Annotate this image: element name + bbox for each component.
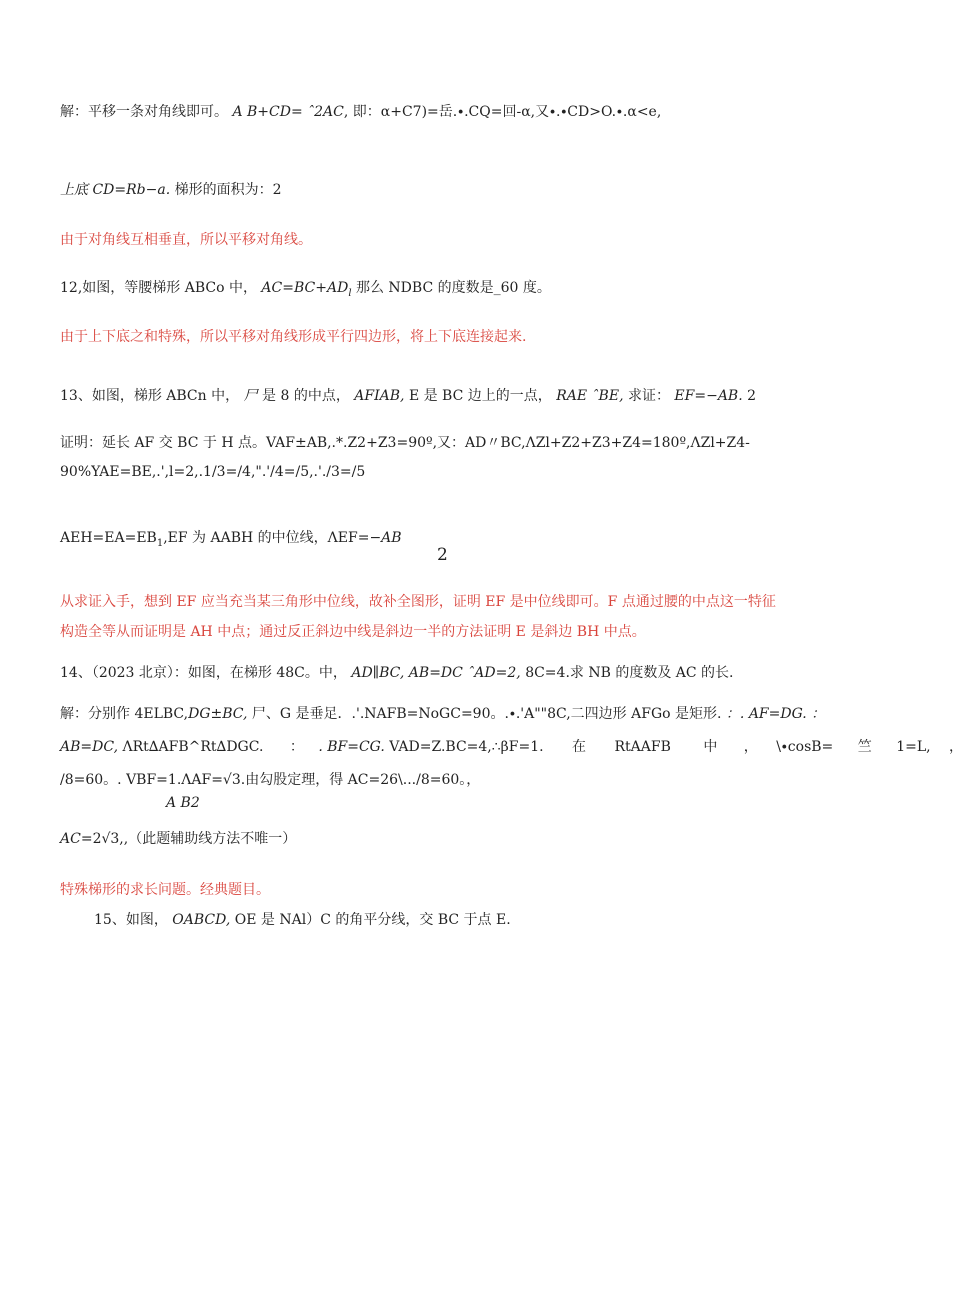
proof-line-8: 90%YAE=BE,.',l=2,.1/3=/4,".'/4=/5,.'./3=/5 bbox=[60, 464, 366, 480]
fraction-denominator: 2 bbox=[437, 545, 448, 565]
note-line-5: 由于上下底之和特殊，所以平移对角线形成平行四边形，将上下底连接起来. bbox=[60, 329, 527, 345]
solution-line-16: AC=2√3,,（此题辅助线方法不唯一） bbox=[60, 831, 297, 847]
proof-line-7: 证明：延长 AF 交 BC 于 H 点。VAF±AB,.*.Z2+Z3=90º,又：AD〃BC,ΛZl+Z2+Z3+Z4=180º,ΛZl+Z4- bbox=[60, 435, 750, 451]
proof-line-9: $AEH=EA=EB_1,EF$ 为 AABH 的中位线，ΛEF=−AB bbox=[60, 530, 402, 549]
note-line-17: 特殊梯形的求长问题。经典题目。 bbox=[60, 882, 270, 898]
problem-15: 15、如图， OABCD, OE 是 NAl）C 的角平分线，交 BC 于点 E. bbox=[94, 912, 511, 928]
fraction-denominator-ab2: A B2 bbox=[166, 795, 200, 811]
solution-line-1: 解：平移一条对角线即可。 A B+CD= ˆ2AC, 即：α+C7)=岳.∙.CQ=回-α,又∙.∙CD>O.∙.α<e, bbox=[60, 104, 662, 120]
solution-line-15: /8=60。. VBF=1.ΛAF=√3.由勾股定理，得 AC=26\.../8=60。， bbox=[60, 772, 481, 788]
solution-line-2: 上底 CD=Rb−a. 梯形的面积为：2 bbox=[60, 182, 282, 198]
solution-line-13: 解：分别作 4ELBC,DG±BC, 尸、G 是垂足．.'.NAFB=NoGC=90。.∙.'A""8C,二四边形 AFGo 是矩形. ：. AF=DG. ： bbox=[60, 706, 826, 722]
note-line-3: 由于对角线互相垂直，所以平移对角线。 bbox=[60, 232, 312, 248]
problem-12: 12,如图，等腰梯形 ABCo 中， $AC=BC+AD_l$ 那么 NDBC 的度数是_60 度。 bbox=[60, 280, 551, 299]
problem-13: 13、如图，梯形 ABCn 中， 尸 是 8 的中点， AFIAB, E 是 BC 边上的一点， RAE ˆBE, 求证： EF=−AB. 2 bbox=[60, 388, 757, 404]
note-line-11: 构造全等从而证明是 AH 中点；通过反正斜边中线是斜边一半的方法证明 E 是斜边 BH 中点。 bbox=[60, 624, 646, 640]
note-line-10: 从求证入手，想到 EF 应当充当某三角形中位线，故补全图形，证明 EF 是中位线即可。F 点通过腰的中点这一特征 bbox=[60, 594, 776, 610]
solution-line-14: AB=DC, ΛRt∆AFB^Rt∆DGC. ： . BF=CG. VAD=Z.BC=4,∴βF=1. 在 RtAAFB 中 ， \∙cosB= 竺 1=L, ， bbox=[60, 739, 963, 755]
problem-14: 14、（2023 北京）：如图，在梯形 48C。中， AD∥BC, AB=DC ˆAD=2, 8C=4.求 NB 的度数及 AC 的长. bbox=[60, 665, 734, 681]
